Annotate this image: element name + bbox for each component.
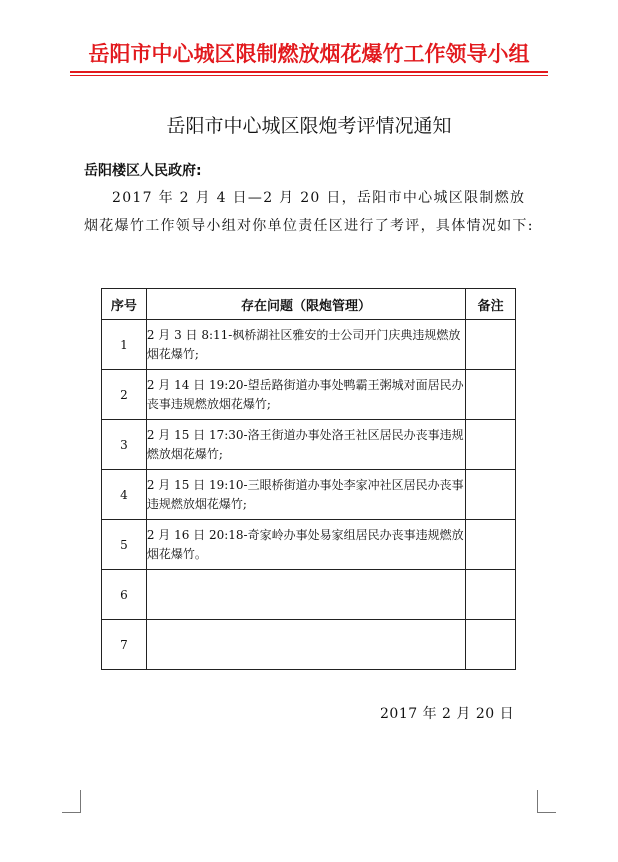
row-issue: 2 月 15 日 17:30-洛王街道办事处洛王社区居民办丧事违规燃放烟花爆竹; [146,420,465,470]
row-issue: 2 月 3 日 8:11-枫桥湖社区雅安的士公司开门庆典违规燃放烟花爆竹; [146,320,465,370]
document-title: 岳阳市中心城区限炮考评情况通知 [166,115,452,137]
row-number: 1 [102,320,147,370]
row-note [466,620,516,670]
row-issue: 2 月 15 日 19:10-三眼桥街道办事处李家冲社区居民办丧事违规燃放烟花爆竹; [146,470,465,520]
table-row [102,370,516,420]
row-number: 3 [102,420,147,470]
row-issue: 2 月 14 日 19:20-望岳路街道办事处鸭霸王粥城对面居民办丧事违规燃放烟花爆竹; [146,370,465,420]
report-table [101,288,516,670]
organization-header: 岳阳市中心城区限制燃放烟花爆竹工作领导小组 [88,42,530,66]
table-row [102,570,516,620]
table-header-row [102,289,516,320]
page-corner-mark-left [62,790,81,813]
header-cell-note: 备注 [466,289,516,320]
header-red-rule-thin [70,75,548,76]
header-cell-no: 序号 [102,289,147,320]
row-issue [146,570,465,620]
row-number: 2 [102,370,147,420]
table-row [102,420,516,470]
table-row [102,470,516,520]
row-issue: 2 月 16 日 20:18-奇家岭办事处易家组居民办丧事违规燃放烟花爆竹。 [146,520,465,570]
table-row [102,320,516,370]
row-note [466,570,516,620]
row-number: 4 [102,470,147,520]
notice-body: 2017 年 2 月 4 日—2 月 20 日，岳阳市中心城区限制燃放烟花爆竹工作领导小组对你单位责任区进行了考评，具体情况如下: [84,190,534,234]
row-number: 6 [102,570,147,620]
row-note [466,420,516,470]
recipient-line: 岳阳楼区人民政府: [84,163,202,179]
row-number: 5 [102,520,147,570]
row-note [466,470,516,520]
row-note [466,320,516,370]
header-red-rule-thick [70,71,548,73]
row-note [466,370,516,420]
issue-date: 2017 年 2 月 20 日 [380,706,515,722]
row-issue [146,620,465,670]
page-corner-mark-right [537,790,556,813]
row-number: 7 [102,620,147,670]
table-row [102,520,516,570]
header-cell-issue: 存在问题（限炮管理） [146,289,465,320]
table-row [102,620,516,670]
row-note [466,520,516,570]
